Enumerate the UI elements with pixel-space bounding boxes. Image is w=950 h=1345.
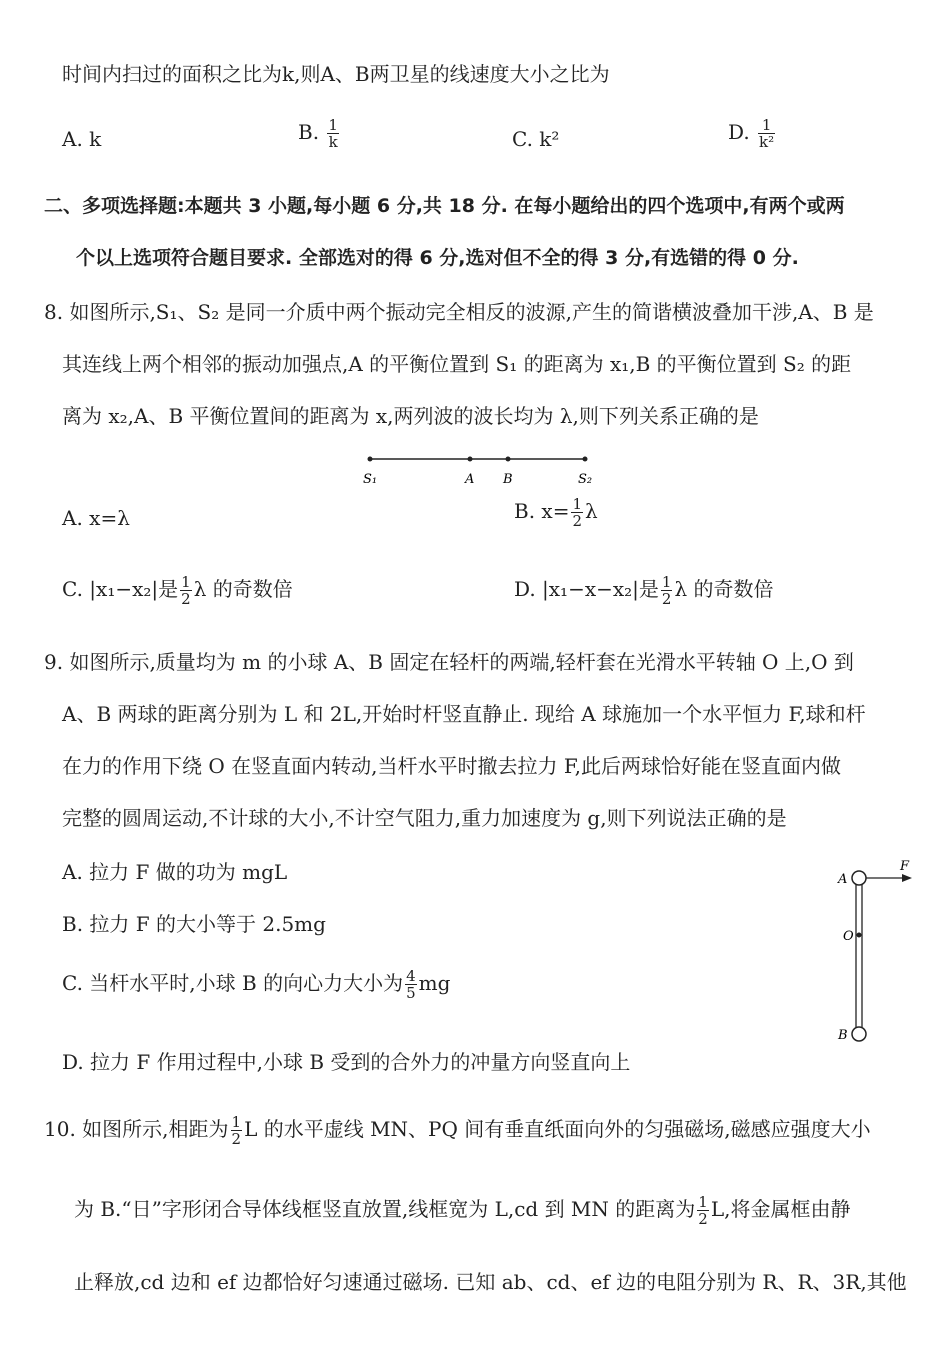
- q10-line1: [44, 1114, 871, 1147]
- label-b: B: [503, 472, 513, 487]
- q7-text: 时间内扫过的面积之比为k,则A、B两卫星的线速度大小之比为: [62, 62, 610, 86]
- fraction-denominator: 2: [231, 1130, 242, 1148]
- q9-line2: A、B 两球的距离分别为 L 和 2L,开始时杆竖直静止. 现给 A 球施加一个水平恒力 F,球和杆: [62, 702, 866, 726]
- q9-line1: 9. 如图所示,质量均为 m 的小球 A、B 固定在轻杆的两端,轻杆套在光滑水平转轴 O 上,O 到: [44, 650, 854, 674]
- fraction-numerator: 1: [572, 495, 582, 513]
- q7-option-b-label: B.: [298, 120, 320, 144]
- fraction-denominator: 2: [181, 590, 191, 608]
- q8-option-d-fraction: [661, 574, 673, 607]
- fraction-denominator: 2: [698, 1210, 708, 1228]
- q8-option-c-suffix: λ 的奇数倍: [193, 577, 293, 601]
- q10-line1-prefix: 10. 如图所示,相距为: [44, 1117, 229, 1141]
- q9-option-d: D. 拉力 F 作用过程中,小球 B 受到的合外力的冲量方向竖直向上: [62, 1050, 631, 1074]
- fraction-numerator: 1: [328, 116, 338, 134]
- q8-option-d-suffix: λ 的奇数倍: [674, 577, 774, 601]
- q10-line1-suffix: L 的水平虚线 MN、PQ 间有垂直纸面向外的匀强磁场,磁感应强度大小: [244, 1117, 871, 1141]
- q8-line1: 8. 如图所示,S₁、S₂ 是同一介质中两个振动完全相反的波源,产生的简谐横波叠加干涉,A、B 是: [44, 300, 874, 324]
- fraction-denominator: k²: [759, 133, 775, 151]
- point-a-dot: [468, 457, 473, 462]
- q9-option-b: B. 拉力 F 的大小等于 2.5mg: [62, 912, 326, 936]
- fraction-numerator: 4: [406, 967, 416, 985]
- q8-option-b-label: B. x=: [514, 499, 570, 523]
- q8-option-c: [62, 574, 293, 607]
- fraction-numerator: 1: [661, 573, 672, 591]
- q7-option-b-fraction: [327, 117, 339, 150]
- q8-line3: 离为 x₂,A、B 平衡位置间的距离为 x,两列波的波长均为 λ,则下列关系正确的是: [62, 404, 759, 428]
- point-b-dot: [506, 457, 511, 462]
- q8-option-c-fraction: [180, 574, 192, 607]
- fraction-denominator: 2: [661, 590, 672, 608]
- light-rod: [856, 878, 862, 1032]
- fraction-denominator: 2: [572, 512, 582, 530]
- q8-line2: 其连线上两个相邻的振动加强点,A 的平衡位置到 S₁ 的距离为 x₁,B 的平衡位置到 S₂ 的距: [62, 352, 852, 376]
- fraction-denominator: k: [328, 133, 338, 151]
- q8-option-b-fraction: [571, 496, 583, 529]
- point-s1-dot: [368, 457, 373, 462]
- q9-option-c: [62, 968, 450, 1001]
- label-f: F: [900, 859, 910, 874]
- q7-option-d-label: D.: [728, 120, 750, 144]
- ball-a: [852, 871, 866, 885]
- label-a: A: [465, 472, 475, 487]
- fraction-denominator: 5: [406, 984, 416, 1002]
- label-s2: S₂: [578, 472, 593, 487]
- q9-line4: 完整的圆周运动,不计球的大小,不计空气阻力,重力加速度为 g,则下列说法正确的是: [62, 806, 787, 830]
- q9-line3: 在力的作用下绕 O 在竖直面内转动,当杆水平时撤去拉力 F,此后两球恰好能在竖直面内做: [62, 754, 841, 778]
- section-heading-line1: 二、多项选择题:本题共 3 小题,每小题 6 分,共 18 分. 在每小题给出的四个选项中,有两个或两: [44, 195, 845, 217]
- q8-option-b-suffix: λ: [585, 499, 598, 523]
- q9-option-c-fraction: [405, 968, 417, 1001]
- fraction-numerator: 1: [231, 1113, 242, 1131]
- q10-line2-suffix: L,将金属框由静: [710, 1197, 851, 1221]
- label-o: O: [843, 929, 854, 944]
- ball-b: [852, 1027, 866, 1041]
- label-b: B: [838, 1028, 848, 1043]
- q8-option-c-label: C. |x₁−x₂|是: [62, 577, 179, 601]
- q9-option-a: A. 拉力 F 做的功为 mgL: [62, 860, 288, 884]
- q8-option-b: [514, 496, 598, 529]
- q10-line2: [74, 1194, 850, 1227]
- point-s2-dot: [583, 457, 588, 462]
- q10-line1-fraction: [231, 1114, 243, 1147]
- q8-option-a: A. x=λ: [62, 506, 130, 530]
- q9-option-c-suffix: mg: [418, 971, 451, 995]
- q8-option-d: [514, 574, 774, 607]
- fraction-numerator: 1: [181, 573, 191, 591]
- q9-option-c-label: C. 当杆水平时,小球 B 的向心力大小为: [62, 971, 404, 995]
- q7-option-d: [728, 117, 777, 150]
- q10-line3: 止释放,cd 边和 ef 边都恰好匀速通过磁场. 已知 ab、cd、ef 边的电阻分别为 R、R、3R,其他: [74, 1270, 907, 1294]
- q8-figure-wave-sources: [355, 445, 605, 490]
- q7-option-c: C. k²: [512, 127, 560, 151]
- q10-line2-fraction: [697, 1194, 709, 1227]
- fraction-numerator: 1: [758, 117, 775, 134]
- q7-option-a: A. k: [62, 127, 102, 151]
- pivot-o: [857, 933, 862, 938]
- force-arrow-head: [902, 874, 912, 882]
- q7-option-d-fraction: [758, 117, 775, 150]
- label-s1: S₁: [363, 472, 378, 487]
- section-heading-line2: 个以上选项符合题目要求. 全部选对的得 6 分,选对但不全的得 3 分,有选错的得 0 分.: [76, 247, 799, 269]
- q10-line2-prefix: 为 B.“日”字形闭合导体线框竖直放置,线框宽为 L,cd 到 MN 的距离为: [74, 1197, 696, 1221]
- q9-figure-rod-balls: [830, 855, 920, 1055]
- label-a: A: [838, 872, 848, 887]
- q8-option-d-label: D. |x₁−x−x₂|是: [514, 577, 659, 601]
- q7-option-b: [298, 117, 341, 150]
- fraction-numerator: 1: [698, 1193, 708, 1211]
